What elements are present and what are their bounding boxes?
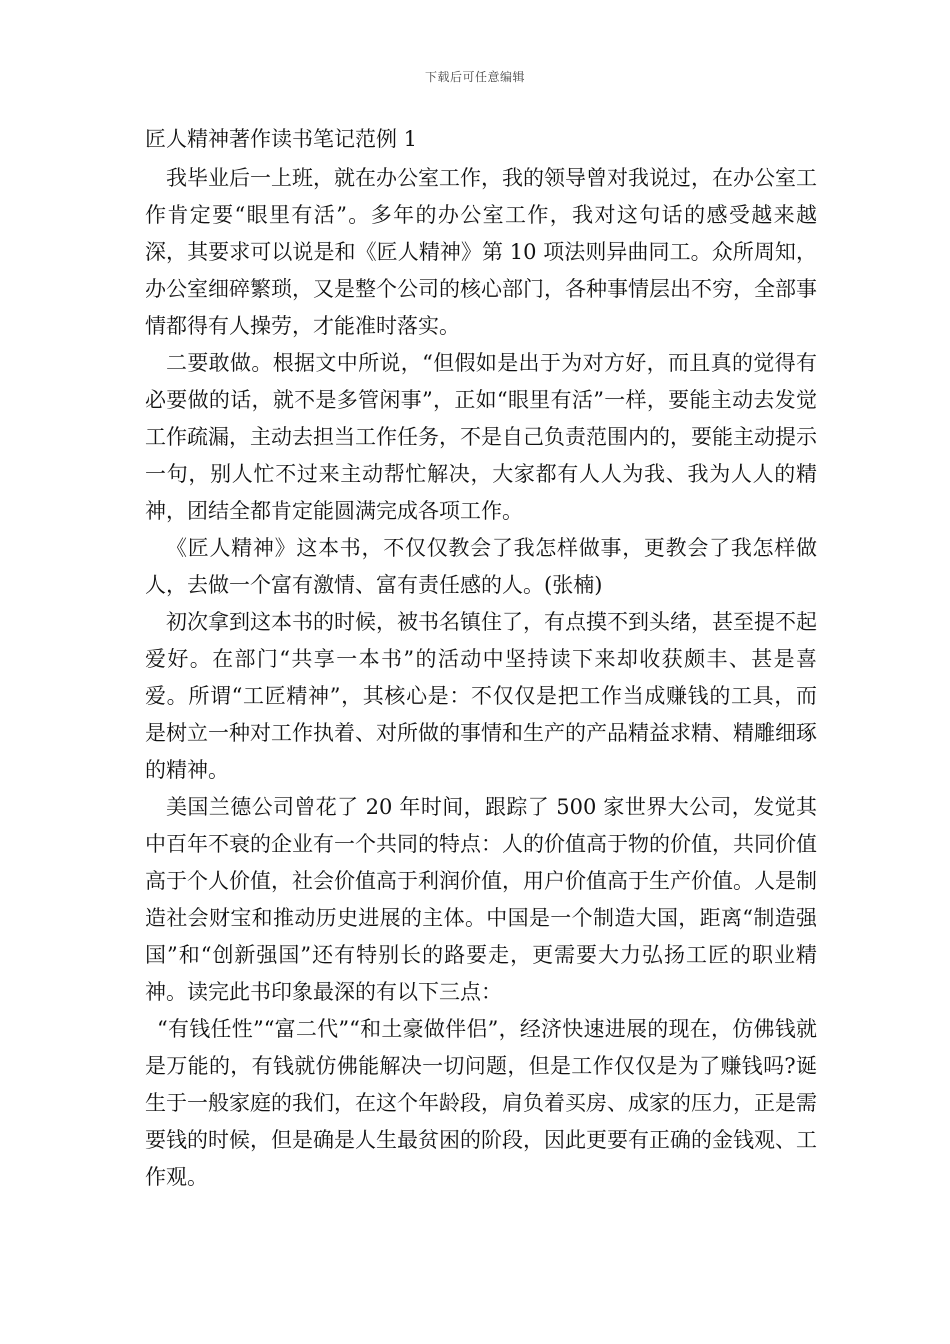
document-title: 匠人精神著作读书笔记范例 1 — [145, 127, 418, 151]
paragraph-4: 初次拿到这本书的时候，被书名镇住了，有点摸不到头绪，甚至提不起爱好。在部门“共享一本书”的活动中坚持读下来却收获颇丰、甚是喜爱。所谓“工匠精神”，其核心是：不仅仅是把工作当成赚钱的工具，而是树立一种对工作执着、对所做的事情和生产的产品精益求精、精雕细琢的精神。 — [145, 610, 817, 782]
paragraph-3: 《匠人精神》这本书，不仅仅教会了我怎样做事，更教会了我怎样做人，去做一个富有激情、富有责任感的人。(张楠) — [145, 536, 817, 597]
paragraph-5: 美国兰德公司曾花了 20 年时间，跟踪了 500 家世界大公司，发觉其中百年不衰的企业有一个共同的特点：人的价值高于物的价值，共同价值高于个人价值，社会价值高于利润价值，用户价值高于生产价值。人是制造社会财宝和推动历史进展的主体。中国是一个制造大国，距离“制造强国”和“创新强国”还有特别长的路要走，更需要大力弘扬工匠的职业精神。读完此书印象最深的有以下三点： — [145, 795, 817, 1004]
document-body — [145, 122, 817, 1196]
paragraph-6: “有钱任性”“富二代”“和土豪做伴侣”，经济快速进展的现在，仿佛钱就是万能的，有钱就仿佛能解决一切问题，但是工作仅仅是为了赚钱吗?诞生于一般家庭的我们，在这个年龄段，肩负着买房、成家的压力，正是需要钱的时候，但是确是人生最贫困的阶段，因此更要有正确的金钱观、工作观。 — [145, 1017, 817, 1189]
paragraph-1: 我毕业后一上班，就在办公室工作，我的领导曾对我说过，在办公室工作肯定要“眼里有活”。多年的办公室工作，我对这句话的感受越来越深，其要求可以说是和《匠人精神》第 10 项法则异曲同工。众所周知，办公室细碎繁琐，又是整个公司的核心部门，各种事情层出不穷，全部事情都得有人操劳，才能准时落实。 — [145, 166, 817, 338]
page-header: 下载后可任意编辑 — [424, 70, 525, 84]
paragraph-2: 二要敢做。根据文中所说，“但假如是出于为对方好，而且真的觉得有必要做的话，就不是多管闲事”，正如“眼里有活”一样，要能主动去发觉工作疏漏，主动去担当工作任务，不是自己负责范围内的，要能主动提示一句，别人忙不过来主动帮忙解决，大家都有人人为我、我为人人的精神，团结全都肯定能圆满完成各项工作。 — [145, 351, 817, 523]
